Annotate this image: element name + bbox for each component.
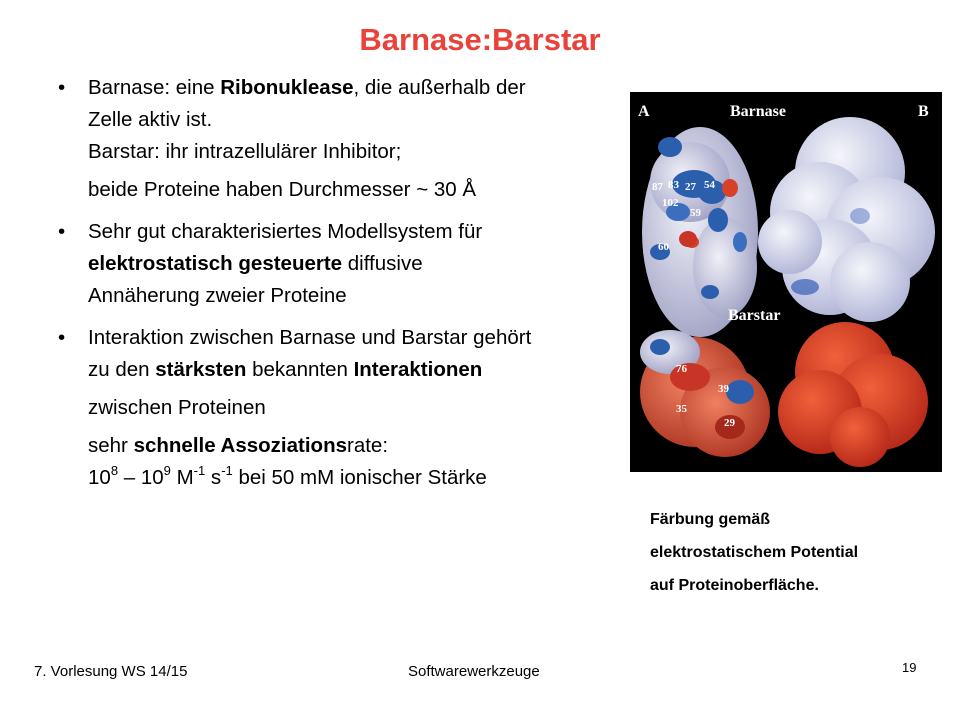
residue-number: 76 (676, 363, 687, 375)
text-span: s (205, 466, 222, 489)
text-line (88, 354, 610, 386)
residue-number: 35 (676, 403, 687, 415)
bullet-marker: • (58, 326, 66, 349)
superscript: -1 (221, 463, 233, 478)
text-span: – 10 (118, 466, 164, 489)
residue-number: 87 (652, 181, 663, 193)
residue-number: 27 (685, 181, 696, 193)
text-span: Annäherung zweier Proteine (88, 284, 347, 307)
text-line (88, 248, 610, 280)
barnase-surface-smooth (758, 117, 935, 322)
text-span: Zelle aktiv ist. (88, 108, 213, 131)
text-span: Sehr gut charakterisiertes Modellsystem für (88, 220, 483, 243)
text-span: , die außerhalb der (353, 76, 526, 99)
protein-figure (630, 92, 942, 472)
text-line (88, 104, 610, 136)
footer-lecture: 7. Vorlesung WS 14/15 (34, 663, 188, 680)
barstar-surface-smooth (778, 322, 928, 467)
barnase-surface-detail (642, 127, 758, 337)
figure-label-a: A (638, 103, 650, 120)
bold-text: elektrostatisch gesteuerte (88, 252, 343, 275)
bullet-marker: • (58, 76, 66, 99)
text-span: bei 50 mM ionischer Stärke (232, 466, 487, 489)
text-line (88, 72, 610, 104)
superscript: 9 (163, 463, 171, 478)
barstar-surface-detail (640, 330, 770, 457)
bold-text: stärksten (155, 358, 247, 381)
superscript: -1 (193, 463, 206, 478)
text-span: Barstar: ihr intrazellulärer Inhibitor; (88, 140, 402, 163)
figure-label-b: B (918, 103, 929, 120)
text-line (88, 322, 610, 354)
residue-number: 29 (724, 417, 735, 429)
bullet-item (50, 322, 610, 386)
superscript: 8 (110, 463, 119, 478)
bullet-continuation (50, 430, 610, 494)
electrostatic-surface-image (630, 92, 942, 472)
residue-number: 59 (690, 207, 701, 219)
text-span: 10 (88, 466, 111, 489)
text-span: Barnase: eine (88, 76, 221, 99)
caption-line: Färbung gemäß (650, 511, 771, 528)
bold-text: Interaktionen (353, 358, 483, 381)
bullet-item (50, 72, 610, 168)
residue-number: 83 (668, 179, 679, 191)
text-line (88, 174, 610, 206)
bold-text: schnelle Assoziations (133, 434, 347, 457)
text-span: sehr (88, 434, 134, 457)
bullet-continuation (50, 392, 610, 424)
figure-label-barnase: Barnase (730, 103, 786, 120)
text-line (88, 136, 610, 168)
caption-line: elektrostatischem Potential (650, 544, 859, 561)
page-number: 19 (902, 660, 917, 675)
text-span: rate: (347, 434, 389, 457)
text-line (88, 430, 610, 462)
text-line (88, 462, 610, 494)
text-line (88, 216, 610, 248)
footer-course: Softwarewerkzeuge (408, 663, 540, 680)
residue-number: 60 (658, 241, 669, 253)
text-span: zu den (88, 358, 156, 381)
figure-label-barstar: Barstar (728, 307, 781, 324)
slide-title: Barnase:Barstar (359, 22, 601, 57)
text-span: zwischen Proteinen (88, 396, 266, 419)
text-span: diffusive (342, 252, 423, 275)
text-span: Interaktion zwischen Barnase und Barstar gehört (88, 326, 532, 349)
text-span: bekannten (246, 358, 354, 381)
text-span: beide Proteine haben Durchmesser ~ 30 Å (88, 178, 477, 201)
slide-body (50, 72, 610, 494)
caption-line: auf Proteinoberfläche. (650, 577, 819, 594)
bullet-item (50, 216, 610, 312)
text-line (88, 280, 610, 312)
bold-text: Ribonuklease (220, 76, 354, 99)
text-line (88, 392, 610, 424)
bullet-marker: • (58, 220, 66, 243)
figure-caption (650, 503, 950, 602)
residue-number: 39 (718, 383, 729, 395)
text-span: M (170, 466, 194, 489)
bullet-continuation (50, 174, 610, 206)
residue-number: 102 (662, 197, 679, 209)
residue-number: 54 (704, 179, 715, 191)
